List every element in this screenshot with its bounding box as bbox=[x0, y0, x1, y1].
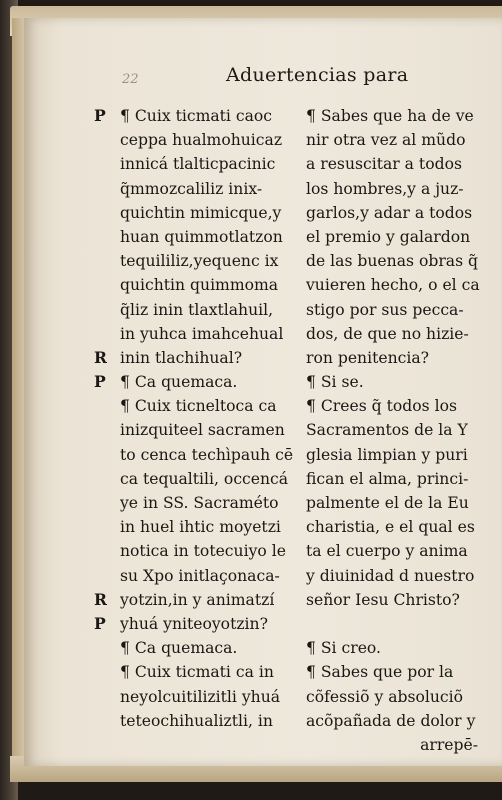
nahuatl-line: in huel ihtic moyetzi bbox=[120, 518, 281, 537]
nahuatl-line: tequililiz,yequenc ix bbox=[120, 252, 279, 271]
spanish-column bbox=[306, 104, 482, 757]
nahuatl-line: neyolcuitilizitli yhuá bbox=[120, 687, 281, 706]
nahuatl-line: ¶ Cuix ticneltoca ca bbox=[120, 397, 277, 416]
spanish-line: ¶ Sabes que ha de ve bbox=[306, 107, 474, 125]
spanish-line: a resuscitar a todos bbox=[306, 155, 462, 174]
nahuatl-line: yhuá yniteoyotzin? bbox=[120, 614, 268, 633]
nahuatl-line: inizquiteel sacramen bbox=[120, 421, 285, 440]
spanish-line: ¶ Crees q̃ todos los bbox=[306, 397, 457, 416]
nahuatl-line: ceppa hualmohuicaz bbox=[120, 131, 283, 150]
nahuatl-line: q̃mmozcaliliz inix- bbox=[120, 179, 263, 198]
nahuatl-line: ¶ Cuix ticmati ca in bbox=[120, 663, 274, 682]
nahuatl-line: in yuhca imahcehual bbox=[120, 324, 284, 343]
spanish-line: fican el alma, princi- bbox=[306, 469, 469, 488]
spanish-line: ta el cuerpo y anima bbox=[306, 542, 468, 561]
page-number: 22 bbox=[122, 72, 139, 87]
spanish-line: el premio y galardon bbox=[306, 227, 471, 246]
nahuatl-line: ¶ Ca quemaca. bbox=[120, 373, 238, 392]
spanish-line: stigo por sus pecca- bbox=[306, 300, 464, 319]
nahuatl-line: innicá tlalticpacinic bbox=[120, 155, 276, 174]
nahuatl-column bbox=[120, 104, 298, 733]
nahuatl-line: inin tlachihual? bbox=[120, 348, 243, 367]
spanish-line: ron penitencia? bbox=[306, 348, 429, 367]
spanish-line: ¶ Si creo. bbox=[306, 639, 381, 658]
spanish-line: arrepē- bbox=[420, 735, 478, 754]
spanish-line: ¶ Si se. bbox=[306, 373, 364, 392]
spanish-line: de las buenas obras q̃ bbox=[306, 252, 479, 271]
nahuatl-line: ca tequaltili, occencá bbox=[120, 469, 289, 488]
nahuatl-line: yotzin,in y animatzí bbox=[120, 590, 275, 609]
spanish-line: y diuinidad d nuestro bbox=[306, 566, 475, 585]
nahuatl-line: to cenca techìpauh cē bbox=[120, 445, 294, 464]
nahuatl-line: ye in SS. Sacraméto bbox=[120, 494, 279, 512]
spanish-line: palmente el de la Eu bbox=[306, 494, 469, 512]
spanish-line: nir otra vez al mũdo bbox=[306, 131, 466, 150]
nahuatl-line: ¶ Cuix ticmati caoc bbox=[120, 107, 273, 125]
spanish-line: acõpañada de dolor y bbox=[306, 711, 476, 730]
running-head: Aduertencias para bbox=[226, 64, 409, 86]
nahuatl-line: ¶ Ca quemaca. bbox=[120, 639, 238, 658]
spanish-line: cõfessiõ y absoluciõ bbox=[306, 687, 464, 706]
nahuatl-line: quichtin mimicque,y bbox=[120, 203, 282, 222]
speaker-marker: R bbox=[94, 590, 107, 609]
spanish-line bbox=[306, 612, 482, 636]
nahuatl-line: quichtin quimmoma bbox=[120, 276, 279, 295]
spanish-line: ¶ Sabes que por la bbox=[306, 663, 454, 682]
spanish-line: dos, de que no hizie- bbox=[306, 324, 469, 343]
spanish-line: señor Iesu Christo? bbox=[306, 590, 460, 609]
nahuatl-line: notica in totecuiyo le bbox=[120, 542, 286, 561]
speaker-marker: P bbox=[94, 614, 106, 634]
speaker-marker: P bbox=[94, 106, 106, 125]
nahuatl-line: su Xpo initlaçonaca- bbox=[120, 566, 280, 585]
nahuatl-line: q̃liz inin tlaxtlahuil, bbox=[120, 300, 274, 319]
spanish-line: garlos,y adar a todos bbox=[306, 203, 473, 222]
spanish-line: Sacramentos de la Y bbox=[306, 421, 468, 440]
spanish-line: charistia, e el qual es bbox=[306, 518, 475, 537]
nahuatl-line: teteochihualiztli, in bbox=[120, 711, 273, 730]
spanish-line: glesia limpian y puri bbox=[306, 445, 468, 464]
spanish-line: vuieren hecho, o el ca bbox=[306, 276, 480, 295]
nahuatl-line: huan quimmotlatzon bbox=[120, 227, 283, 246]
speaker-marker: P bbox=[94, 372, 106, 392]
spanish-line: los hombres,y a juz- bbox=[306, 179, 464, 198]
speaker-marker: R bbox=[94, 348, 107, 367]
